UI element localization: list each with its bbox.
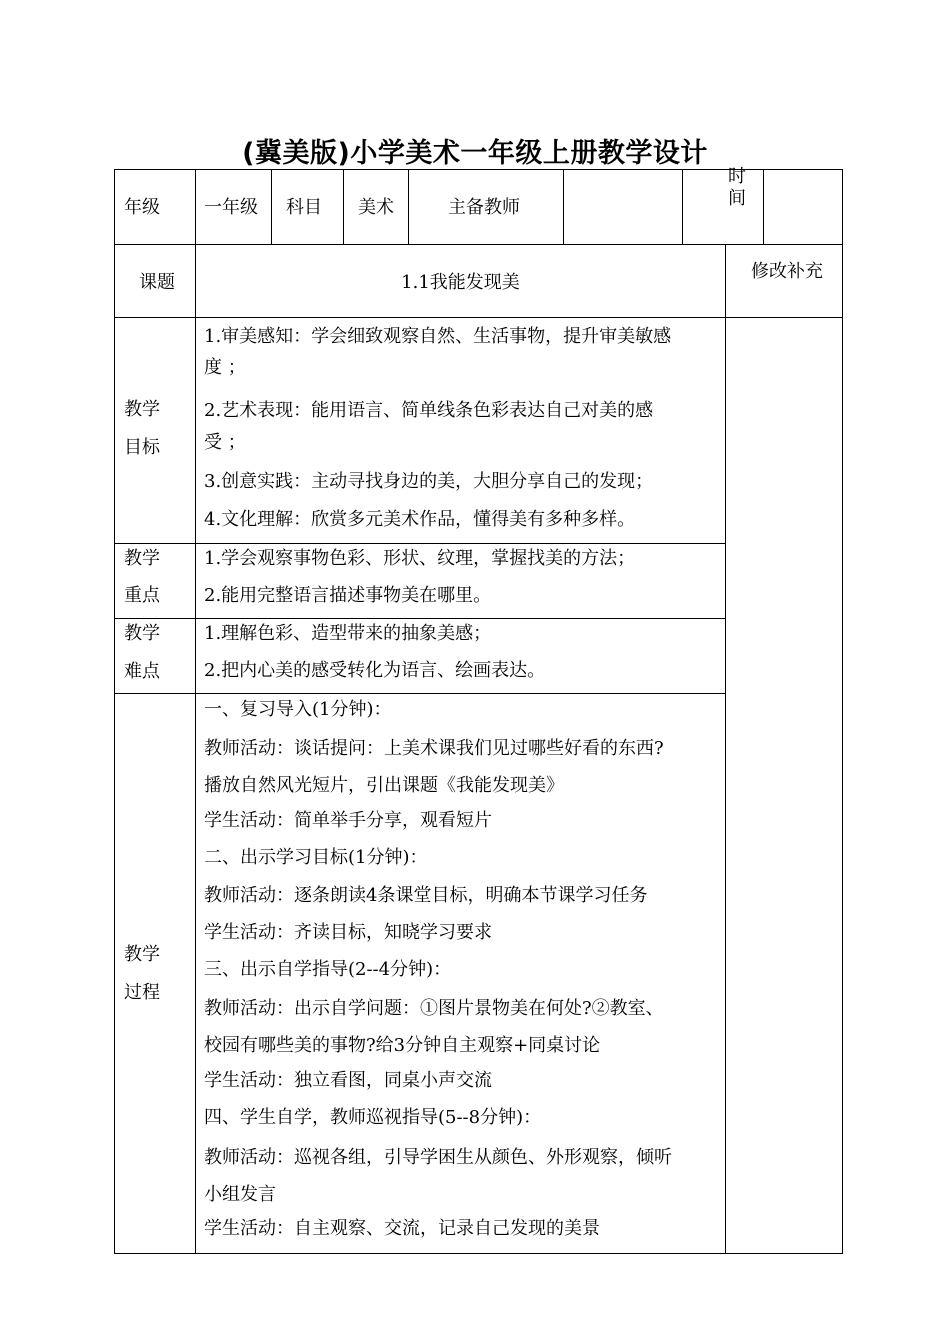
process-line: 校园有哪些美的事物?给3分钟自主观察+同桌讨论 [204, 1035, 601, 1056]
process-line: 三、出示自学指导(2--4分钟)： [204, 959, 452, 980]
teacher-label: 主备教师 [448, 197, 520, 218]
time-label-line1: 时 [728, 166, 746, 187]
topic-value: 1.1我能发现美 [401, 272, 520, 293]
grade-value: 一年级 [204, 197, 258, 218]
keypoint-line: 2.能用完整语言描述事物美在哪里。 [204, 585, 492, 606]
cell-time-value [763, 169, 843, 245]
grade-label: 年级 [124, 197, 160, 218]
subject-label: 科目 [286, 197, 322, 218]
process-line: 教师活动：逐条朗读4条课堂目标，明确本节课学习任务 [204, 885, 648, 906]
subject-value: 美术 [358, 197, 394, 218]
difficulties-label-line1: 教学 [124, 623, 160, 644]
keypoints-label-line1: 教学 [124, 548, 160, 569]
objective-line: 1.审美感知：学会细致观察自然、生活事物，提升审美敏感 [204, 326, 672, 347]
topic-label: 课题 [139, 272, 175, 293]
process-line: 二、出示学习目标(1分钟)： [204, 847, 428, 868]
difficulty-line: 2.把内心美的感受转化为语言、绘画表达。 [204, 660, 546, 681]
cell-teacher-value [563, 169, 683, 245]
process-line: 教师活动：出示自学问题：①图片景物美在何处?②教室、 [204, 998, 664, 1019]
objective-line: 度 ； [204, 357, 246, 378]
difficulty-line: 1.理解色彩、造型带来的抽象美感； [204, 623, 492, 644]
revise-label: 修改补充 [751, 261, 823, 282]
process-line: 小组发言 [204, 1184, 276, 1205]
time-label-line2: 间 [728, 188, 746, 209]
process-line: 四、学生自学，教师巡视指导(5--8分钟)： [204, 1107, 542, 1128]
objective-line: 受 ； [204, 432, 246, 453]
cell-process-label [114, 693, 196, 1254]
document-title: (冀美版)小学美术一年级上册教学设计 [242, 138, 708, 169]
cell-revise-notes [725, 317, 843, 1254]
objectives-label-line1: 教学 [124, 399, 160, 420]
process-label-line2: 过程 [124, 982, 160, 1003]
objective-line: 2.艺术表现：能用语言、简单线条色彩表达自己对美的感 [204, 400, 654, 421]
cell-time-label [682, 169, 764, 245]
process-line: 播放自然风光短片，引出课题《我能发现美》 [204, 775, 564, 796]
process-line: 一、复习导入(1分钟)： [204, 699, 392, 720]
process-line: 教师活动：谈话提问：上美术课我们见过哪些好看的东西? [204, 738, 664, 759]
process-line: 学生活动：独立看图，同桌小声交流 [204, 1070, 492, 1091]
cell-objectives-label [114, 317, 196, 544]
process-line: 学生活动：齐读目标，知晓学习要求 [204, 922, 492, 943]
process-line: 教师活动：巡视各组，引导学困生从颜色、外形观察，倾听 [204, 1147, 672, 1168]
objective-line: 3.创意实践：主动寻找身边的美，大胆分享自己的发现； [204, 471, 654, 492]
difficulties-label-line2: 难点 [124, 661, 160, 682]
process-label-line1: 教学 [124, 944, 160, 965]
objective-line: 4.文化理解：欣赏多元美术作品，懂得美有多种多样。 [204, 509, 636, 530]
objectives-label-line2: 目标 [124, 437, 160, 458]
keypoint-line: 1.学会观察事物色彩、形状、纹理，掌握找美的方法； [204, 548, 636, 569]
keypoints-label-line2: 重点 [124, 585, 160, 606]
process-line: 学生活动：简单举手分享，观看短片 [204, 810, 492, 831]
process-line: 学生活动：自主观察、交流，记录自己发现的美景 [204, 1218, 600, 1239]
